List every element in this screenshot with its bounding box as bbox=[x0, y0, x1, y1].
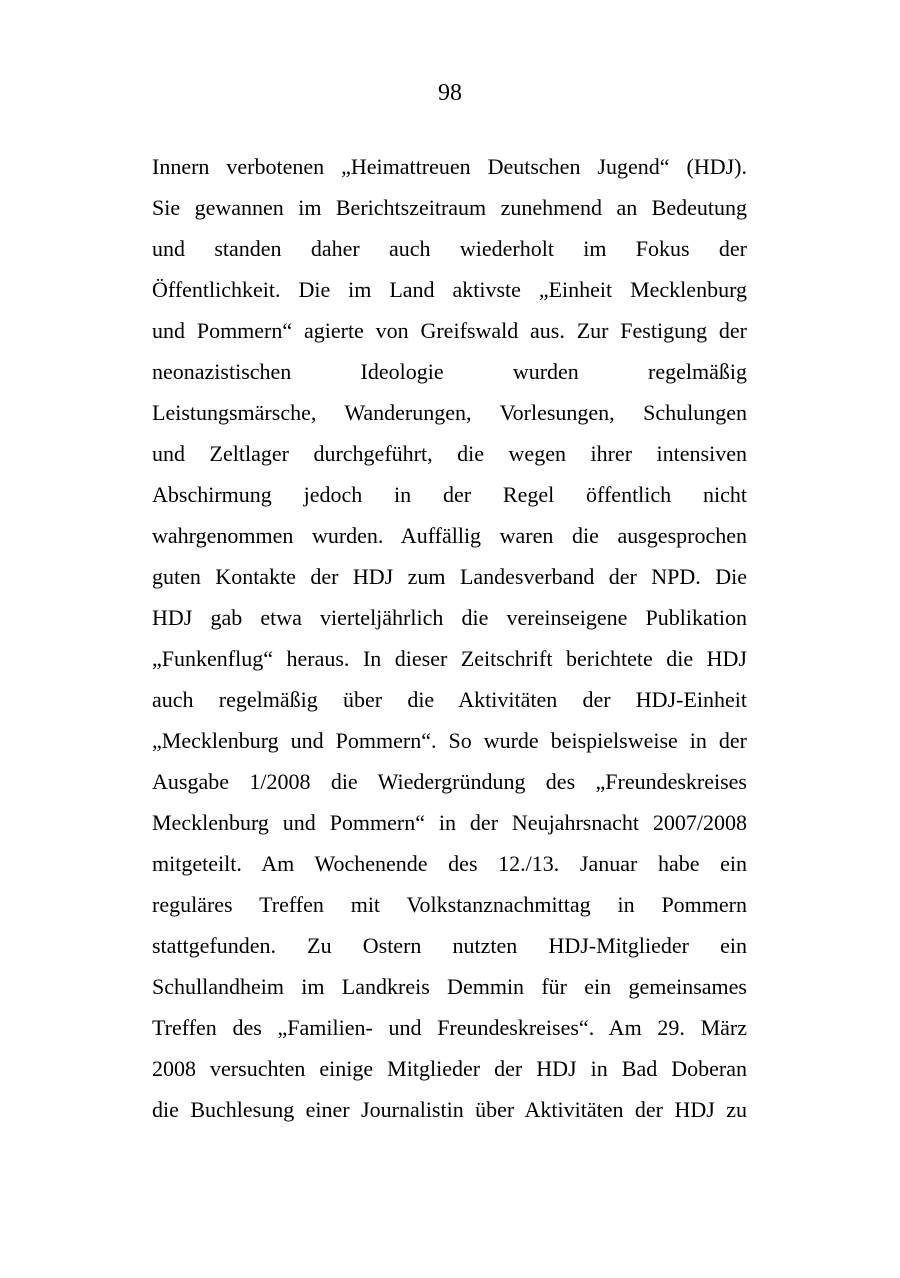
text-line: HDJ gab etwa vierteljährlich die vereinseigene Publikation bbox=[152, 605, 747, 630]
text-line: die Buchlesung einer Journalistin über Aktivitäten der HDJ zu bbox=[152, 1097, 747, 1122]
text-line: und Zeltlager durchgeführt, die wegen ihrer intensiven bbox=[152, 441, 747, 466]
text-line: wahrgenommen wurden. Auffällig waren die ausgesprochen bbox=[152, 523, 747, 548]
text-line: reguläres Treffen mit Volkstanznachmittag in Pommern bbox=[152, 892, 747, 917]
text-line: Innern verbotenen „Heimattreuen Deutschen Jugend“ (HDJ). bbox=[152, 154, 747, 179]
text-line: Ausgabe 1/2008 die Wiedergründung des „Freundeskreises bbox=[152, 769, 747, 794]
text-line: Öffentlichkeit. Die im Land aktivste „Einheit Mecklenburg bbox=[152, 277, 747, 302]
text-line: Schullandheim im Landkreis Demmin für ein gemeinsames bbox=[152, 974, 747, 999]
text-line: und standen daher auch wiederholt im Fokus der bbox=[152, 236, 747, 261]
text-line: „Mecklenburg und Pommern“. So wurde beispielsweise in der bbox=[152, 728, 747, 753]
text-line: „Funkenflug“ heraus. In dieser Zeitschrift berichtete die HDJ bbox=[152, 646, 747, 671]
text-line: Sie gewannen im Berichtszeitraum zunehmend an Bedeutung bbox=[152, 195, 747, 220]
text-line: Mecklenburg und Pommern“ in der Neujahrsnacht 2007/2008 bbox=[152, 810, 747, 835]
text-line: auch regelmäßig über die Aktivitäten der HDJ-Einheit bbox=[152, 687, 747, 712]
text-line: stattgefunden. Zu Ostern nutzten HDJ-Mitglieder ein bbox=[152, 933, 747, 958]
text-line: guten Kontakte der HDJ zum Landesverband der NPD. Die bbox=[152, 564, 747, 589]
text-line: mitgeteilt. Am Wochenende des 12./13. Januar habe ein bbox=[152, 851, 747, 876]
text-line: und Pommern“ agierte von Greifswald aus. Zur Festigung der bbox=[152, 318, 747, 343]
page-number: 98 bbox=[438, 80, 462, 106]
text-line: Abschirmung jedoch in der Regel öffentlich nicht bbox=[152, 482, 747, 507]
text-line: 2008 versuchten einige Mitglieder der HDJ in Bad Doberan bbox=[152, 1056, 747, 1081]
text-line: Treffen des „Familien- und Freundeskreises“. Am 29. März bbox=[152, 1015, 747, 1040]
text-line: Leistungsmärsche, Wanderungen, Vorlesungen, Schulungen bbox=[152, 400, 747, 425]
text-line: neonazistischen Ideologie wurden regelmäßig bbox=[152, 359, 747, 384]
body-paragraph bbox=[152, 146, 747, 1130]
